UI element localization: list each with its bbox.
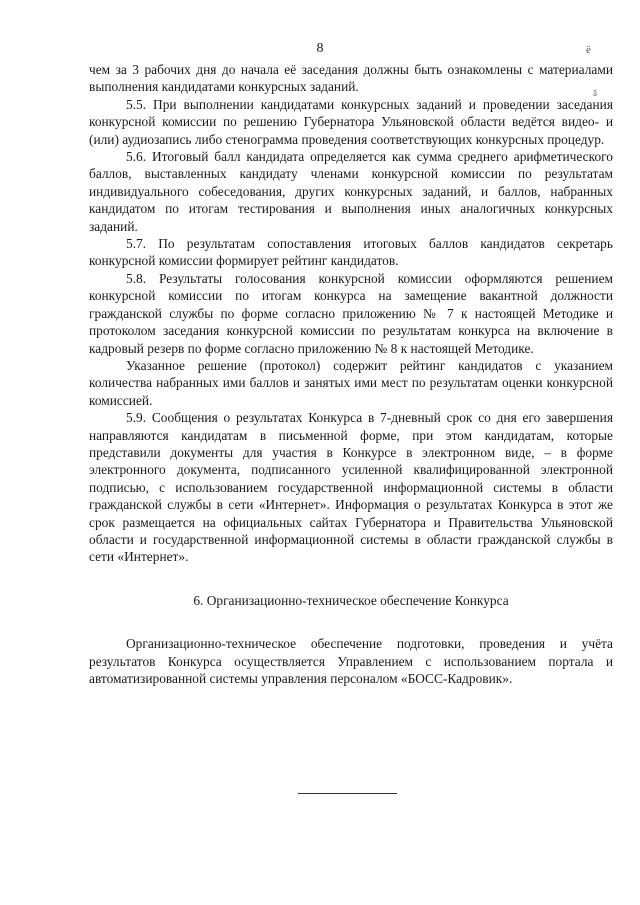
page-number: 8 xyxy=(316,41,324,56)
paragraph-5-6: 5.6. Итоговый балл кандидата определяется как сумма среднего арифметического баллов, выставленных кандидату членами конкурсной комиссии по результатам индивидуального собеседования, других конкурсных заданий, и баллов, набранных кандидатом по итогам тестирования и выполнения иных аналогичных конкурсных заданий. xyxy=(89,149,613,234)
paragraph-section-6: Организационно-техническое обеспечение подготовки, проведения и учёта результатов Конкурса осуществляется Управлением с использованием портала и автоматизированной системы управления персоналом «БОСС-Кадровик». xyxy=(89,636,613,686)
paragraph-5-7: 5.7. По результатам сопоставления итоговых баллов кандидатов секретарь конкурсной комиссии формирует рейтинг кандидатов. xyxy=(89,236,613,269)
section-6-heading: 6. Организационно-техническое обеспечение Конкурса xyxy=(193,592,509,608)
paragraph-decision-note: Указанное решение (протокол) содержит рейтинг кандидатов с указанием количества набранных ими баллов и занятых ими мест по результатам оценки конкурсной комиссией. xyxy=(89,357,613,408)
paragraph-5-5: 5.5. При выполнении кандидатами конкурсных заданий и проведении заседания конкурсной комиссии по решению Губернатора Ульяновской области ведётся видео- и (или) аудиозапись либо стенограмма проведения соответствующих конкурсных процедур. xyxy=(89,96,613,147)
paragraph-continuation: чем за 3 рабочих дня до начала её заседания должны быть ознакомлены с материалами выполнения кандидатами конкурсных заданий. xyxy=(89,62,613,95)
paragraph-5-9: 5.9. Сообщения о результатах Конкурса в 7-дневный срок со дня его завершения направляются кандидатам в письменной форме, при этом кандидатам, которые представили документы для участия в Конкурсе в электронном виде, – в форме электронного документа, подписанного усиленной квалифицированной электронной подписью, с использованием государственной информационной системы в области гражданской службы в сети «Интернет». Информация о результатах Конкурса в этот же срок размещается на официальных сайтах Губернатора и Правительства Ульяновской области и государственной информационной системы в области гражданской службы в сети «Интернет». xyxy=(89,410,613,565)
paragraph-5-8: 5.8. Результаты голосования конкурсной комиссии оформляются решением конкурсной комиссии по итогам конкурса на замещение вакантной должности гражданской службы по форме согласно приложению № 7 к настоящей Методике и протоколом заседания конкурсной комиссии по результатам конкурса на включение в кадровый резерв по форме согласно приложению № 8 к настоящей Методике. xyxy=(89,270,613,356)
end-rule xyxy=(298,793,397,794)
document-body xyxy=(89,61,613,687)
corner-mark-secondary: ǎ xyxy=(593,88,597,98)
corner-mark: ё xyxy=(586,44,591,56)
